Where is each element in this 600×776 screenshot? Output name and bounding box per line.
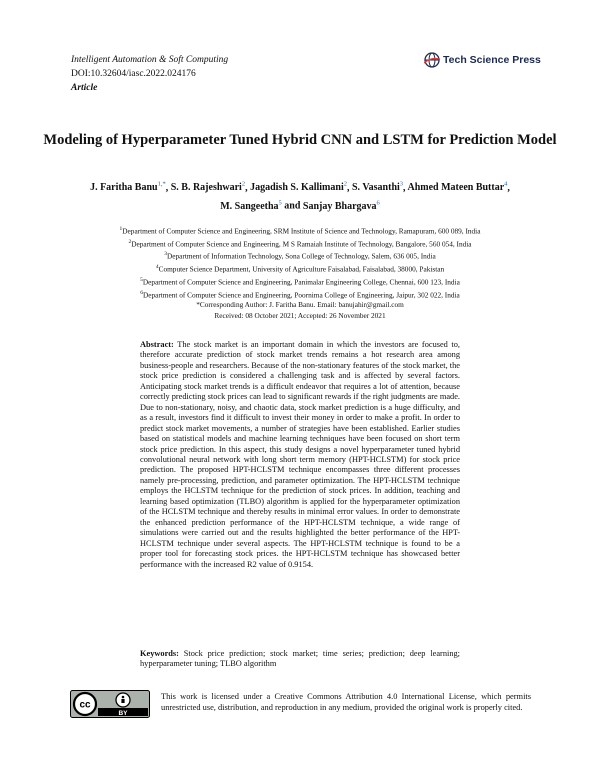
- cc-badge-text: cc: [79, 699, 91, 711]
- author-affiliation-marker: 3: [399, 181, 404, 188]
- author-affiliation-marker: 2: [241, 181, 246, 188]
- author-affiliation-marker: 5: [278, 199, 282, 207]
- affiliation-list: [40, 224, 560, 321]
- affiliation: $^4$Computer Science Department, University of Agriculture Faisalabad, Faisalabad, 38000, Pakistan: [155, 264, 445, 274]
- keywords-text: Stock price prediction; stock market; time series; prediction; deep learning; hyperparameter tuning; TLBO algorithm: [140, 649, 460, 669]
- keywords: [140, 649, 460, 670]
- abstract-text: The stock market is an important domain in which the investors are focused to, therefore accurate prediction of stock market trends remains a hot research area among business-people and researchers. Because of the non-stationary features of the stock market, the stock price prediction is considered a challenging task and is affected by several factors. Anticipating stock market trends is a difficult endeavor that requires a lot of attention, because correctly predicting stock prices can lead to significant rewards if the right judgments are made. Due to non-stationary, noisy, and chaotic data, stock market prediction is a huge difficulty, and as a result, investors find it difficult to invest their money in order to make a profit. In order to predict stock market movements, a number of strategies have been established. Earlier studies based on statistical models and machine learning techniques have been focused on short term stock price prediction. In this aspect, this study designs a novel hyperparameter tuned hybrid convolutional neural network with long short term memory (HPT-HCLSTM) for stock price prediction. The proposed HPT-HCLSTM technique encompasses three different processes namely pre-processing, prediction, and parameter optimization. The HPT-HCLSTM technique employs the HCLSTM technique for the prediction of stock prices. In addition, teaching and learning based optimization (TLBO) algorithm is applied for the hyperparameter optimization of the HCLSTM technique and thereby results in minimal error values. In order to demonstrate the enhanced prediction performance of the HPT-HCLSTM technique, a wide range of simulations were carried out and the results highlighted the better performance of the HPT-HCLSTM technique under several aspects. The HPT-HCLSTM technique is found to be a proper tool for forecasting stock prices. the HPT-HCLSTM technique has showcased better performance with the increased R2 value of 0.9154.: [140, 340, 460, 569]
- doi[interactable]: DOI:10.32604/iasc.2022.024176: [71, 69, 196, 79]
- affiliation: $^1$Department of Computer Science and Engineering, SRM Institute of Science and Technology, Ramapuram, 600 089, India: [119, 226, 481, 236]
- affiliation: $^2$Department of Computer Science and Engineering, M S Ramaiah Institute of Technology, Bangalore, 560 054, India: [128, 238, 472, 249]
- author: S. Vasanthi$^3$: [351, 181, 404, 194]
- author: Ahmed Mateen Buttar$^4$: [407, 181, 508, 194]
- author: J. Faritha Banu$^{1,*}$: [90, 181, 166, 194]
- license-text: This work is licensed under a Creative Commons Attribution 4.0 International License, which permits unrestricted use, distribution, and reproduction in any medium, provided the original work is properly cited.: [161, 692, 531, 712]
- affiliation: $^3$Department of Information Technology, Sona College of Technology, Salem, 636 005, India: [164, 251, 436, 261]
- author-affiliation-marker: 2: [343, 181, 347, 188]
- publisher-name: Tech Science Press: [443, 54, 541, 66]
- received-accepted-dates: Received: 08 October 2021; Accepted: 26 November 2021: [214, 310, 386, 320]
- author: S. B. Rajeshwari$^2$: [170, 181, 246, 194]
- affiliation: $^5$Department of Computer Science and Engineering, Panimalar Engineering College, Chennai, 600 123, India: [140, 276, 460, 287]
- journal-name: Intelligent Automation & Soft Computing: [71, 55, 229, 65]
- article-type: Article: [71, 83, 98, 93]
- corresponding-author: *Corresponding Author: J. Faritha Banu. Email: banujahir@gmail.com: [196, 300, 404, 310]
- globe-icon: [424, 52, 440, 68]
- author: Sanjay Bhargava$^6$: [302, 199, 380, 212]
- author-list: J. Faritha Banu$^{1,*}$, S. B. Rajeshwari$^2$, Jagadish S. Kallimani$^2$, S. Vasanthi$^3$, Ahmed Mateen Buttar$^4$, M. Sangeetha$^5$ and Sanjay Bhargava$^6$: [90, 181, 510, 212]
- author: M. Sangeetha$^5$: [220, 199, 282, 212]
- abstract: [140, 340, 460, 570]
- affiliation: $^6$Department of Computer Science and Engineering, Poornima College of Engineering, Jaipur, 302 022, India: [140, 289, 460, 300]
- author-affiliation-marker: 1,*: [157, 181, 166, 188]
- author: Jagadish S. Kallimani$^2$: [250, 181, 347, 194]
- keywords-label: Keywords:: [140, 649, 179, 658]
- by-badge-text: BY: [118, 709, 128, 717]
- publisher-logo: [424, 52, 541, 68]
- paper-title: Modeling of Hyperparameter Tuned Hybrid CNN and LSTM for Prediction Model: [43, 132, 557, 148]
- author-affiliation-marker: 6: [376, 199, 380, 207]
- cc-by-license-badge[interactable]: [70, 690, 150, 718]
- abstract-label: Abstract:: [140, 340, 174, 349]
- author-affiliation-marker: 4: [504, 181, 508, 188]
